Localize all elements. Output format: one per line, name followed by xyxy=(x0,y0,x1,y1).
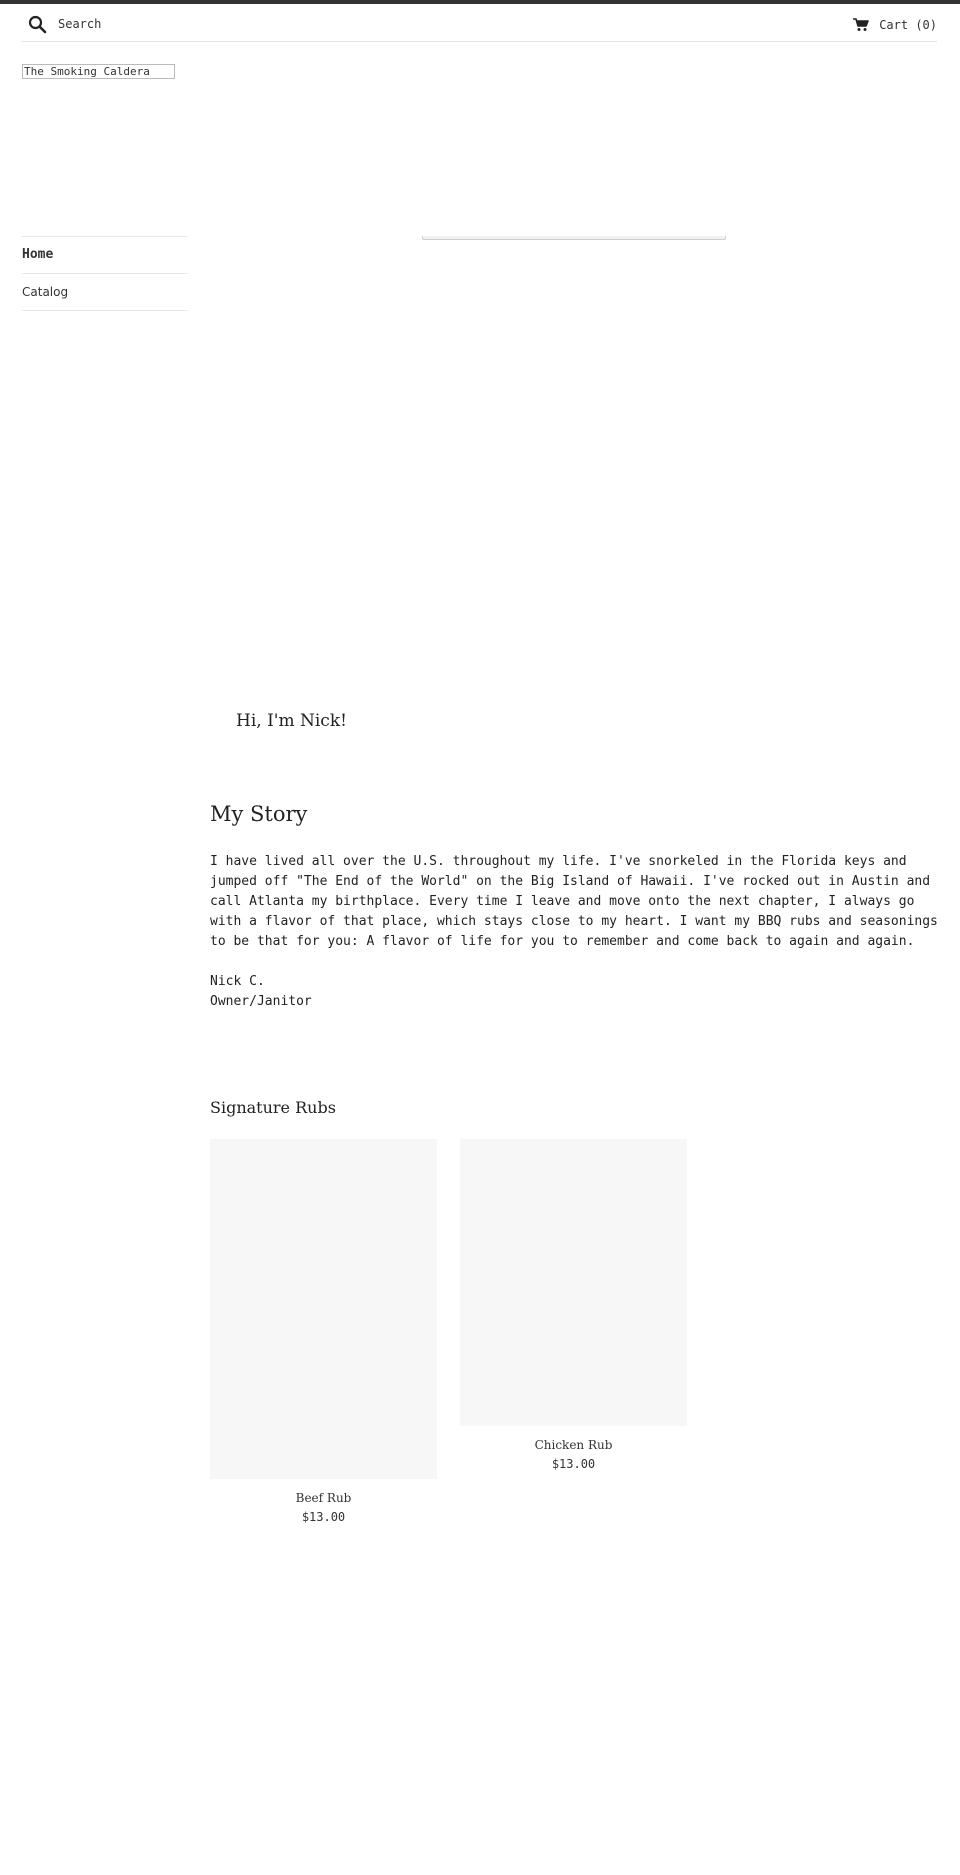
signature-role: Owner/Janitor xyxy=(210,994,312,1009)
store-logo[interactable]: The Smoking Caldera xyxy=(22,64,175,79)
product-price: $13.00 xyxy=(551,1457,596,1471)
product-name[interactable]: Chicken Rub xyxy=(534,1438,613,1452)
signature-name: Nick C. xyxy=(210,974,265,989)
sidebar-item-home[interactable]: Home xyxy=(22,237,188,274)
collection-title: Signature Rubs xyxy=(210,1098,336,1117)
search-input[interactable] xyxy=(58,11,358,37)
story-body xyxy=(210,852,942,1012)
site-header xyxy=(22,4,937,42)
cart-icon xyxy=(853,18,869,32)
hero-greeting: Hi, I'm Nick! xyxy=(236,711,347,731)
product-image-placeholder[interactable] xyxy=(460,1139,687,1426)
sidebar-nav xyxy=(22,236,188,311)
story-title: My Story xyxy=(210,802,308,826)
search-button[interactable] xyxy=(26,13,50,37)
story-paragraph: I have lived all over the U.S. throughout my life. I've snorkeled in the Florida keys and jumped off "The End of the World" on the Big Island of Hawaii. I've rocked out in Austin and call Atlanta my birthplace. Every time I leave and move onto the next chapter, I always go with a flavor of that place, which stays close to my heart. I want my BBQ rubs and seasonings to be that for you: A flavor of life for you to remember and come back to again and again. xyxy=(210,854,938,949)
product-card-chicken-rub[interactable] xyxy=(460,1139,687,1472)
product-name[interactable]: Beef Rub xyxy=(295,1491,352,1505)
slideshow-indicator xyxy=(422,236,726,240)
cart-link[interactable] xyxy=(853,13,937,37)
product-image-placeholder[interactable] xyxy=(210,1139,437,1479)
search-icon xyxy=(26,13,50,37)
sidebar-item-catalog[interactable]: Catalog xyxy=(22,274,188,311)
product-price: $13.00 xyxy=(301,1510,346,1524)
product-card-beef-rub[interactable] xyxy=(210,1139,437,1525)
cart-label: Cart (0) xyxy=(879,18,937,32)
